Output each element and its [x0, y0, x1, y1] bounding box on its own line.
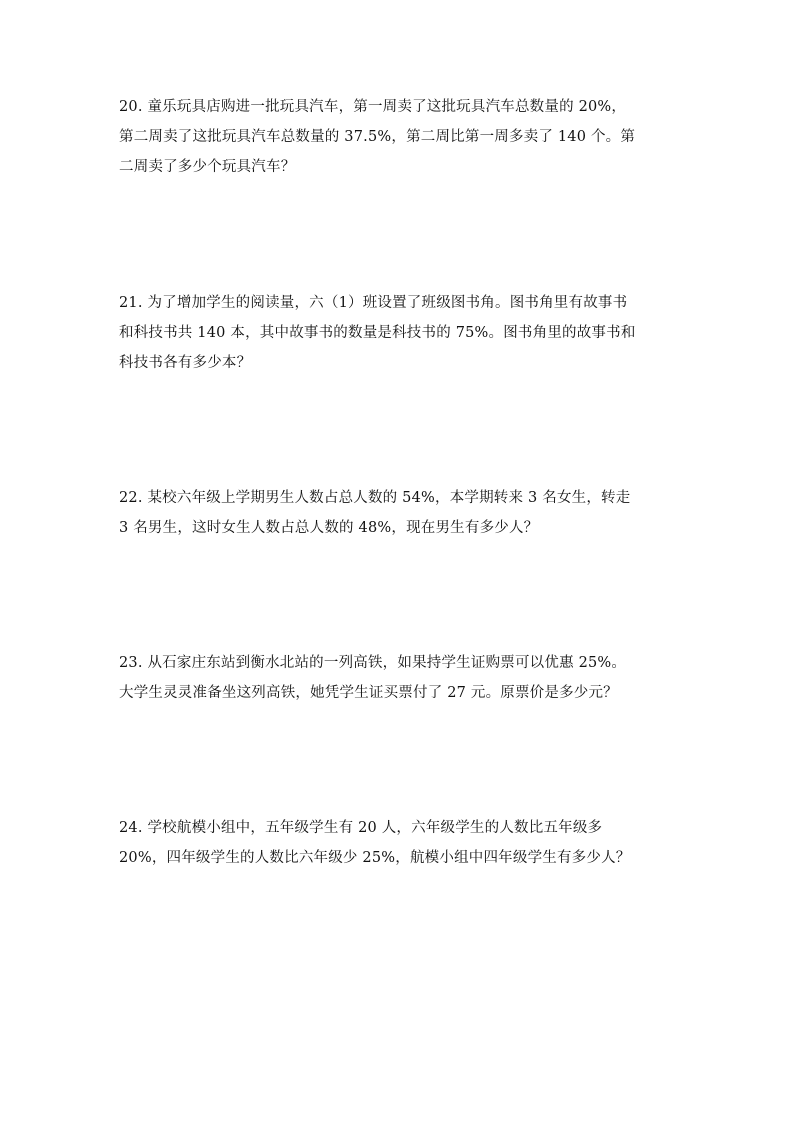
problem-24-line-2: 20%，四年级学生的人数比六年级少 25%，航模小组中四年级学生有多少人？ [119, 850, 631, 866]
problem-22-line-2: 3 名男生，这时女生人数占总人数的 48%，现在男生有多少人？ [119, 520, 539, 536]
problem-22 [119, 483, 679, 543]
problem-20-line-1: 20. 童乐玩具店购进一批玩具汽车，第一周卖了这批玩具汽车总数量的 20%， [119, 99, 627, 115]
problem-20-line-2: 第二周卖了这批玩具汽车总数量的 37.5%，第二周比第一周多卖了 140 个。第 [119, 129, 636, 145]
problem-23-line-1: 23. 从石家庄东站到衡水北站的一列高铁，如果持学生证购票可以优惠 25%。 [119, 655, 627, 671]
problem-24-line-1: 24. 学校航模小组中，五年级学生有 20 人，六年级学生的人数比五年级多 [119, 820, 603, 836]
problem-21-line-1: 21. 为了增加学生的阅读量，六（1）班设置了班级图书角。图书角里有故事书 [119, 295, 628, 311]
problem-24 [119, 813, 679, 873]
problem-20-line-3: 二周卖了多少个玩具汽车？ [119, 159, 296, 175]
problem-23-line-2: 大学生灵灵准备坐这列高铁，她凭学生证买票付了 27 元。原票价是多少元？ [119, 685, 618, 701]
problem-21-line-3: 科技书各有多少本？ [119, 355, 252, 371]
problem-21-line-2: 和科技书共 140 本，其中故事书的数量是科技书的 75%。图书角里的故事书和 [119, 325, 636, 341]
problem-22-line-1: 22. 某校六年级上学期男生人数占总人数的 54%，本学期转来 3 名女生，转走 [119, 490, 631, 506]
problem-23 [119, 648, 679, 708]
problem-20 [119, 92, 679, 182]
problem-21 [119, 288, 679, 378]
